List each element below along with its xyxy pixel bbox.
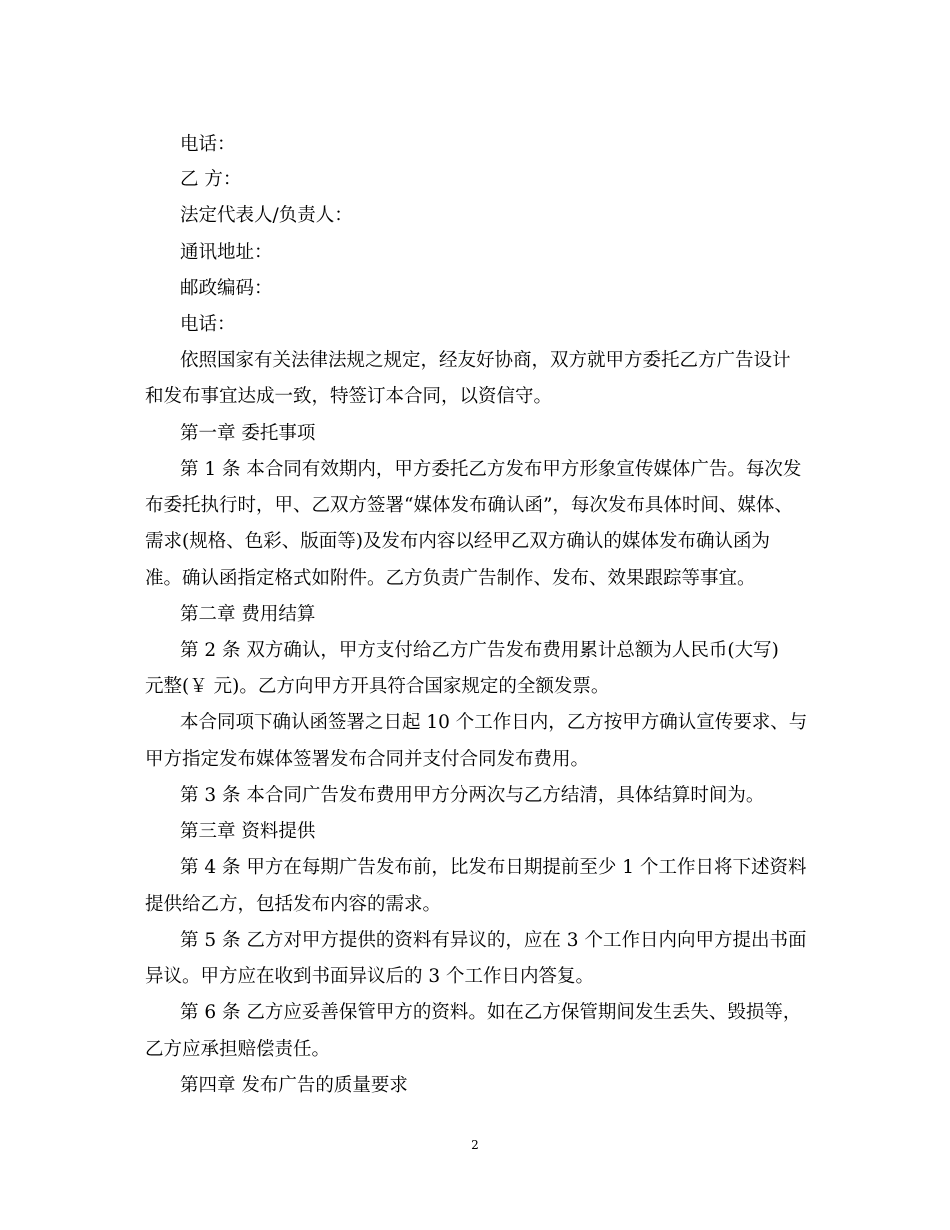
text-line: 本合同项下确认函签署之日起 10 个工作日内，乙方按甲方确认宣传要求、与 — [180, 712, 808, 733]
text-line: 乙 方： — [180, 169, 242, 190]
text-line: 元整(￥ 元)。乙方向甲方开具符合国家规定的全额发票。 — [145, 676, 610, 697]
text-line: 第 2 条 双方确认，甲方支付给乙方广告发布费用累计总额为人民币(大写) — [180, 640, 779, 661]
text-line: 甲方指定发布媒体签署发布合同并支付合同发布费用。 — [145, 749, 590, 770]
text-line: 依照国家有关法律法规之规定，经友好协商，双方就甲方委托乙方广告设计 — [180, 350, 791, 371]
text-line: 和发布事宜达成一致，特签订本合同，以资信守。 — [145, 386, 553, 407]
text-line: 布委托执行时，甲、乙双方签署“媒体发布确认函”，每次发布具体时间、媒体、 — [145, 495, 793, 516]
text-line: 准。确认函指定格式如附件。乙方负责广告制作、发布、效果跟踪等事宜。 — [145, 568, 756, 589]
text-line: 法定代表人/负责人： — [180, 205, 353, 226]
text-line: 第 1 条 本合同有效期内，甲方委托乙方发布甲方形象宣传媒体广告。每次发 — [180, 459, 802, 480]
text-line: 异议。甲方应在收到书面异议后的 3 个工作日内答复。 — [145, 966, 595, 987]
text-line: 电话： — [180, 314, 236, 335]
text-line: 乙方应承担赔偿责任。 — [145, 1039, 331, 1060]
text-line: 邮政编码： — [180, 278, 273, 299]
text-line: 第 6 条 乙方应妥善保管甲方的资料。如在乙方保管期间发生丢失、毁损等， — [180, 1002, 802, 1023]
text-line: 电话： — [180, 134, 236, 155]
text-line: 第 4 条 甲方在每期广告发布前，比发布日期提前至少 1 个工作日将下述资料 — [180, 857, 807, 878]
chapter-heading: 第三章 资料提供 — [180, 821, 316, 842]
chapter-heading: 第二章 费用结算 — [180, 604, 316, 625]
text-line: 通讯地址： — [180, 242, 273, 263]
text-line: 提供给乙方，包括发布内容的需求。 — [145, 894, 442, 915]
text-line: 第 5 条 乙方对甲方提供的资料有异议的，应在 3 个工作日内向甲方提出书面 — [180, 930, 807, 951]
chapter-heading: 第四章 发布广告的质量要求 — [180, 1075, 408, 1096]
chapter-heading: 第一章 委托事项 — [180, 423, 316, 444]
text-line: 第 3 条 本合同广告发布费用甲方分两次与乙方结清，具体结算时间为。 — [180, 785, 765, 806]
page-number: 2 — [471, 1138, 479, 1152]
text-line: 需求(规格、色彩、版面等)及发布内容以经甲乙双方确认的媒体发布确认函为 — [145, 531, 770, 552]
